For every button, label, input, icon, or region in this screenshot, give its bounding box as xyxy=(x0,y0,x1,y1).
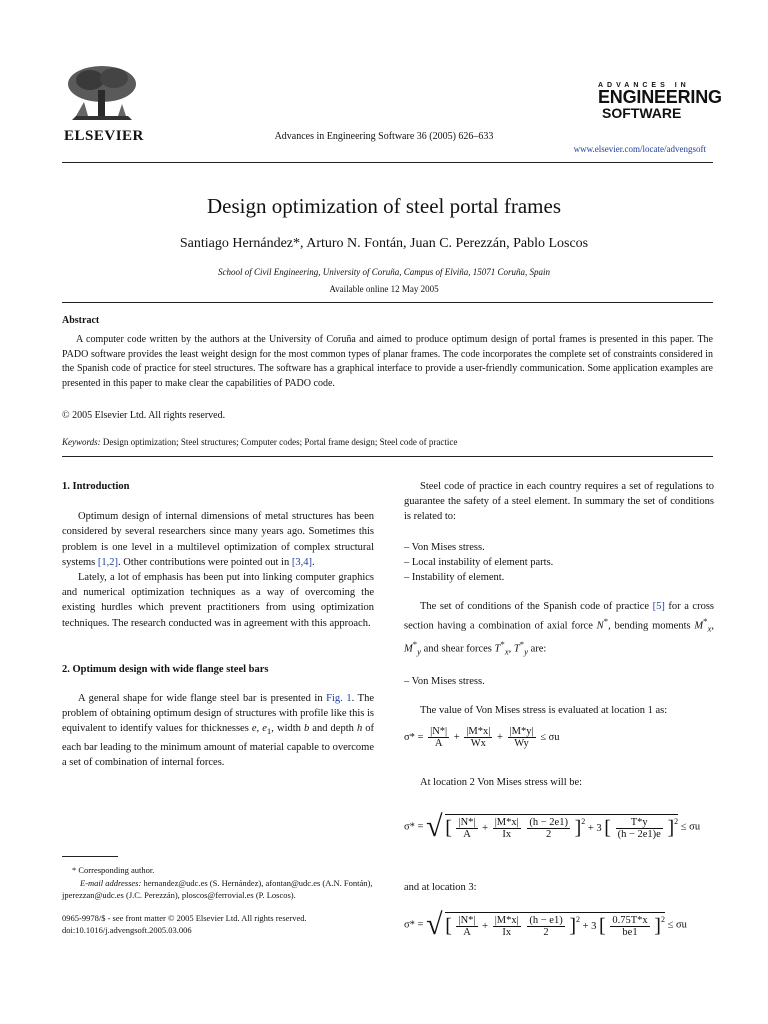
eq2-square-1: 2 xyxy=(581,817,586,826)
var-e: e xyxy=(251,723,257,735)
var-Mx-sub: x xyxy=(707,624,712,635)
publisher-name: ELSEVIER xyxy=(64,128,144,144)
keywords-text: Design optimization; Steel structures; Computer codes; Portal frame design; Steel code of practice xyxy=(100,437,458,447)
eq2-t1-num: |N*| xyxy=(458,817,476,828)
eq2-t1-den: A xyxy=(463,829,471,840)
var-e1: e xyxy=(262,723,267,735)
sec2-text-a: A general shape for wide flange steel bar is presented in xyxy=(78,693,327,705)
article-authors: Santiago Hernández*, Arturo N. Fontán, Juan C. Perezzán, Pablo Loscos xyxy=(179,236,589,251)
ref-link-1-2[interactable]: [1,2] xyxy=(97,556,119,568)
right-paragraph-5-wrap xyxy=(404,880,714,895)
eq2-mid: + 3 xyxy=(587,823,602,834)
section-2-heading: 2. Optimum design with wide flange steel bars xyxy=(62,663,269,675)
sec2-text-b: . The problem of obtaining optimum design of structures with profile like this is equivalent to identify values for thicknesses xyxy=(62,693,374,735)
conditions-list-item: – Von Mises stress. xyxy=(404,541,485,553)
right-paragraph-5: and at location 3: xyxy=(404,882,477,893)
eq1-t2-num: |M*x| xyxy=(466,726,491,737)
eq2-term-1 xyxy=(456,817,477,840)
eq1-t3-num: |M*y| xyxy=(509,726,534,737)
eq3-lhs: σ* = xyxy=(404,919,424,931)
eq2-t3-num: (h − 2e1) xyxy=(529,817,568,828)
equation-1: σ* = $\frac{|N*|}{A}$ + $\frac{|M*x|}{Wx}$ + $\frac{|M*y|}{Wy}$ ≤ σu xyxy=(404,726,560,749)
var-Mx: M xyxy=(694,620,704,632)
eq3-t2-num: |M*x| xyxy=(494,915,519,926)
sec2-text-e: of each bar leading to the minimum amount of material capable to overcome a set of combination of internal forces. xyxy=(62,723,375,768)
equation-3: σ* = √ [ $\frac{|N*|}{A}$ + $\frac{|M*x|}{Ix}$ $\frac{(h - e1)}{2}$ ]$^2$ + 3 [ $\frac{0.75T*x}{be1}$ ]$^2$ ≤ σu xyxy=(404,908,687,941)
abstract-top-rule xyxy=(62,302,713,303)
sec2-text-d: and depth xyxy=(309,723,357,735)
conditions-list-item: – Local instability of element parts. xyxy=(404,556,554,568)
right-paragraph-3: The value of Von Mises stress is evaluated at location 1 as: xyxy=(420,705,668,717)
footnote-rule xyxy=(62,856,118,857)
eq2-t4-num: T*y xyxy=(616,817,663,829)
eq1-t1-den: A xyxy=(434,738,443,749)
article-availability: Available online 12 May 2005 xyxy=(329,284,439,294)
eq1-t1-num: |N*| xyxy=(430,726,448,737)
eq3-t1-num: |N*| xyxy=(458,915,476,926)
var-b: b xyxy=(303,723,310,735)
abstract-copyright: © 2005 Elsevier Ltd. All rights reserved. xyxy=(62,410,226,421)
eq2-t4-den: (h − 2e1)e xyxy=(617,829,661,840)
eq1-t3-den: Wy xyxy=(514,738,529,749)
eq3-t3-num: (h − e1) xyxy=(529,915,563,926)
eq3-term-2 xyxy=(493,915,521,938)
footnote-email-label: E-mail addresses: xyxy=(80,877,142,888)
eq3-t4-num: 0.75T*x xyxy=(612,915,648,926)
left-column xyxy=(62,479,374,770)
eq3-term-1 xyxy=(456,915,477,938)
eq2-t2-num: |M*x| xyxy=(494,817,519,828)
eq2-lhs: σ* = xyxy=(404,821,424,833)
eq2-term-4 xyxy=(616,817,663,840)
keywords-line xyxy=(62,437,457,447)
section-1-heading: 1. Introduction xyxy=(62,481,130,492)
eq3-mid: + 3 xyxy=(582,921,597,932)
right-paragraph-2: The set of conditions of the Spanish code of practice [5] for a cross section having a combination of axial force N*, bending moments $M^*_x$, $M^*_y$ and shear forces $T^*_x$, $T^*_y$ are: xyxy=(404,601,715,657)
journal-url-link[interactable]: www.elsevier.com/locate/advengsoft xyxy=(573,144,706,154)
var-h: h xyxy=(356,723,363,735)
journal-brand-line2: ENGINEERING xyxy=(598,87,722,107)
right-paragraph-1: Steel code of practice in each country requires a set of regulations to guarantee the safety of a steel element. In summary the set of conditions is related to: xyxy=(404,481,714,523)
var-My-sub: y xyxy=(417,646,422,657)
right-paragraph-4-wrap xyxy=(404,775,714,790)
ref-link-3-4[interactable]: [3,4] xyxy=(291,556,312,568)
footnote-email-text: hernandez@udc.es (S. Hernández), afontan@udc.es (A.N. Fontán), jperezzan@udc.es (J.C. Perezzán), ploscos@ferrovial.es (P. Loscos). xyxy=(62,877,373,901)
eq2-term-3 xyxy=(527,817,570,840)
eq1-lhs: σ* = xyxy=(404,732,424,743)
abstract-bottom-rule xyxy=(62,456,713,457)
eq1-term-3 xyxy=(508,726,536,749)
footnote-corresponding: * Corresponding author. xyxy=(72,865,155,875)
article-affiliation: School of Civil Engineering, University of Coruña, Campus of Elviña, 15071 Coruña, Spain xyxy=(218,267,550,277)
sec2-sep: , xyxy=(256,723,263,735)
eq3-square-1: 2 xyxy=(576,915,580,924)
eq3-square-2: 2 xyxy=(660,915,665,924)
eq2-t3-den: 2 xyxy=(546,829,552,840)
eq3-t4-den: be1 xyxy=(622,927,638,938)
p2-text-c: , bending moments xyxy=(608,620,695,632)
eq1-rhs: ≤ σu xyxy=(540,732,560,743)
conditions-list xyxy=(404,540,714,586)
p2-text-d: and shear forces xyxy=(421,643,495,655)
footnote-emails xyxy=(62,877,374,902)
eq2-t2-den: Ix xyxy=(502,829,512,840)
var-Ty: T xyxy=(513,643,520,655)
eq3-t3-den: 2 xyxy=(543,927,549,938)
p2-text-e: are: xyxy=(527,643,547,655)
intro-text-b: . Other contributions were pointed out in xyxy=(118,556,292,568)
eq2-term-2 xyxy=(493,817,521,840)
eq1-term-2 xyxy=(464,726,492,749)
var-e1-sub: 1 xyxy=(266,726,272,737)
article-title: Design optimization of steel portal frames xyxy=(207,194,561,218)
ref-link-5[interactable]: [5] xyxy=(652,601,665,613)
keywords-label: Keywords: xyxy=(62,437,101,447)
eq3-rhs: ≤ σu xyxy=(667,919,687,931)
right-paragraph-4: At location 2 Von Mises stress will be: xyxy=(420,777,583,788)
eq3-t1-den: A xyxy=(463,927,471,938)
conditions-list-item: – Instability of element. xyxy=(404,572,505,584)
journal-brand-line1: ADVANCES IN xyxy=(598,82,690,89)
var-N: N xyxy=(596,620,604,632)
header-rule xyxy=(62,162,713,163)
eq1-t2-den: Wx xyxy=(470,738,486,749)
fig-1-link[interactable]: Fig. 1 xyxy=(326,693,352,705)
elsevier-tree-logo xyxy=(62,62,140,124)
journal-brand-line3: SOFTWARE xyxy=(602,105,682,121)
var-Tx-sub: x xyxy=(504,646,509,657)
eq2-square-2: 2 xyxy=(674,817,679,826)
intro-paragraph-1 xyxy=(62,509,374,570)
eq2-rhs: ≤ σu xyxy=(680,821,701,833)
issn-line: 0965-9978/$ - see front matter © 2005 Elsevier Ltd. All rights reserved. xyxy=(62,912,307,923)
eq1-term-1 xyxy=(428,726,449,749)
abstract-heading: Abstract xyxy=(62,315,100,326)
intro-text-a: Optimum design of internal dimensions of metal structures has been considered by several researchers since many years ago. Sometimes this problem is one level in a multilevel optimization of complex structural systems xyxy=(62,511,374,568)
eq3-t2-den: Ix xyxy=(502,927,512,938)
equation-2: σ* = √ [ $\frac{|N*|}{A}$ + $\frac{|M*x|}{Ix}$ $\frac{(h - 2e1)}{2}$ ]$^2$ + 3 [ $\frac{T*y}{(h - 2e1)e}$ ]$^2$ ≤ σu xyxy=(404,810,701,843)
intro-paragraph-2: Lately, a lot of emphasis has been put into linking computer graphics and numerical optimization techniques as a way of overcoming the existing hurdles which prevent practitioners from using optimization techniques. The research conducted was in agreement with this approach. xyxy=(62,572,374,629)
list-item-von-mises: – Von Mises stress. xyxy=(404,676,485,688)
var-Tx: T xyxy=(494,643,501,655)
p2-text-b: for a cross section having a combination of axial force xyxy=(404,601,714,632)
footnotes xyxy=(62,864,374,937)
eq3-term-4 xyxy=(610,915,649,938)
section-2-paragraph xyxy=(62,691,374,770)
journal-citation: Advances in Engineering Software 36 (2005) 626–633 xyxy=(274,131,494,142)
p2-text-a: The set of conditions of the Spanish code of practice xyxy=(420,601,653,613)
right-column xyxy=(404,479,714,718)
abstract-text: A computer code written by the authors at the University of Coruña and aimed to produce optimum design of portal frames is presented in this paper. The PADO software provides the least weight design for the most common types of planar frames. The code incorporates the complete set of constraints considered in the Spanish code of practice for steel structures. The software has a graphical interface to provide a user-friendly communication. Some application examples are presented in this paper to make clear the capabilities of PADO code. xyxy=(62,334,713,389)
var-My: M xyxy=(404,643,413,655)
eq3-term-3 xyxy=(527,915,564,938)
intro-text-c: . xyxy=(311,556,315,568)
abstract-body xyxy=(62,333,713,391)
sec2-text-c: , width xyxy=(271,723,304,735)
var-Ty-sub: y xyxy=(524,646,528,657)
doi-line: doi:10.1016/j.advengsoft.2005.03.006 xyxy=(62,925,192,936)
p2-sep: , xyxy=(711,620,715,632)
